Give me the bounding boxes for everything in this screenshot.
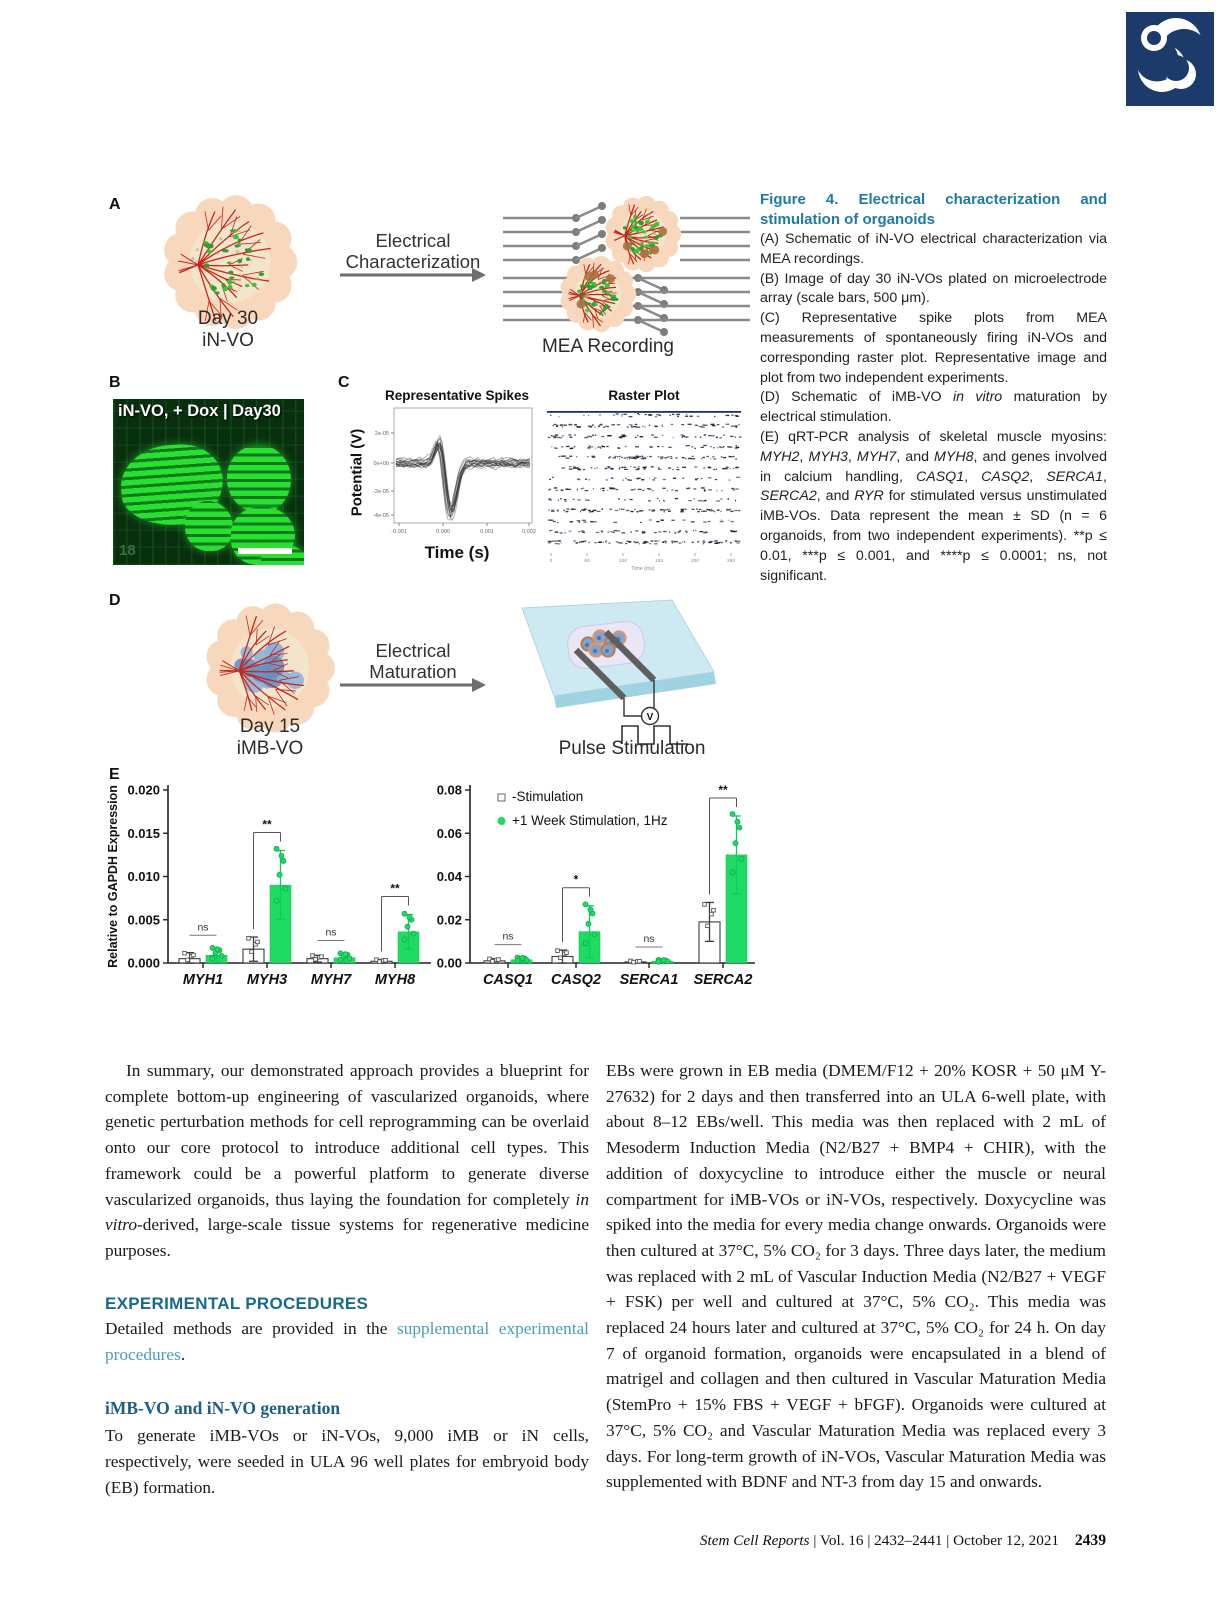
- svg-text:Time (ms): Time (ms): [631, 566, 655, 572]
- svg-text:*: *: [573, 872, 579, 887]
- svg-text:0.000: 0.000: [127, 955, 160, 971]
- svg-text:0.02: 0.02: [436, 912, 462, 928]
- svg-text:CASQ2: CASQ2: [551, 972, 601, 988]
- svg-text:SERCA1: SERCA1: [619, 972, 679, 988]
- section-heading-experimental-procedures: EXPERIMENTAL PROCEDURES: [105, 1293, 369, 1313]
- svg-text:Relative to GAPDH Expression: Relative to GAPDH Expression: [106, 785, 120, 968]
- figure-caption: [760, 190, 1107, 586]
- organoid-caption-day15: Day 15 iMB-VO: [236, 716, 304, 759]
- svg-text:200: 200: [690, 559, 700, 564]
- svg-text:0.005: 0.005: [127, 912, 160, 928]
- svg-text:**: **: [262, 817, 272, 832]
- svg-text:ns: ns: [197, 921, 209, 934]
- svg-text:-Stimulation: -Stimulation: [512, 789, 584, 804]
- svg-text:0.002: 0.002: [522, 529, 536, 535]
- svg-text:**: **: [390, 881, 400, 896]
- svg-text:ns: ns: [325, 926, 337, 939]
- pulse-stimulation-caption: Pulse Stimulation: [558, 738, 706, 759]
- footer-citation: | Vol. 16 | 2432–2441 | October 12, 2021: [809, 1532, 1060, 1549]
- mea-schematic: [498, 196, 753, 346]
- panel-label-a: A: [109, 196, 121, 213]
- spike-plot-title: Representative Spikes: [384, 388, 530, 403]
- journal-name: Stem Cell Reports: [699, 1532, 810, 1549]
- page-footer: [700, 1532, 1106, 1550]
- caption-paragraph: (E) qRT-PCR analysis of skeletal muscle myosins: MYH2, MYH3, MYH7, and MYH8, and genes involved in calcium handling, CASQ1, CASQ2, SERCA1, SERCA2, and RYR for stimulated versus unstimulated iMB-VOs. Data represent the mean ± SD (n = 6 organoids, from two independent experiments). **p ≤ 0.01, ***p ≤ 0.001, and ****p ≤ 0.0001; ns, not significant.: [760, 428, 1108, 584]
- svg-text:ns: ns: [643, 932, 655, 945]
- svg-text:MYH3: MYH3: [246, 972, 288, 988]
- svg-text:CASQ1: CASQ1: [483, 972, 533, 988]
- svg-text:SERCA2: SERCA2: [693, 972, 753, 988]
- svg-text:-0.001: -0.001: [391, 529, 407, 535]
- methods-availability-paragraph: Detailed methods are provided in the supplemental experimental procedures.: [105, 1319, 589, 1365]
- svg-text:+1 Week Stimulation, 1Hz: +1 Week Stimulation, 1Hz: [512, 813, 668, 828]
- raster-plot: [543, 403, 745, 575]
- svg-text:0.001: 0.001: [480, 529, 494, 535]
- bar-chart-myosins: [103, 778, 448, 1008]
- svg-text:MYH1: MYH1: [182, 972, 224, 988]
- figure-caption-title: Figure 4. Electrical characterization and stimulation of organoids: [760, 191, 1107, 228]
- arrow-label-characterization: Electrical Characterization: [345, 230, 481, 272]
- svg-text:0.06: 0.06: [436, 825, 462, 841]
- journal-logo: [1124, 10, 1216, 108]
- svg-text:150: 150: [654, 559, 664, 564]
- caption-paragraph: (C) Representative spike plots from MEA measurements of spontaneously firing iN-VOs and corresponding raster plot. Representative image and plot from two independent experiments.: [760, 310, 1107, 386]
- panel-label-e: E: [109, 766, 120, 783]
- svg-text:0.010: 0.010: [127, 869, 160, 884]
- svg-text:0.04: 0.04: [436, 869, 462, 884]
- subsection-heading-generation: iMB-VO and iN-VO generation: [105, 1397, 341, 1418]
- generation-paragraph: To generate iMB-VOs or iN-VOs, 9,000 iMB or iN cells, respectively, were seeded in ULA 96 well plates for embryoid body (EB) formation.: [105, 1426, 589, 1497]
- raster-plot-title: Raster Plot: [608, 388, 680, 403]
- caption-paragraph: (D) Schematic of iMB-VO in vitro maturation by electrical stimulation.: [760, 389, 1107, 426]
- svg-text:250: 250: [726, 559, 736, 564]
- body-right-column: [606, 1058, 1106, 1495]
- svg-text:100: 100: [618, 559, 628, 564]
- svg-text:-2e-05: -2e-05: [373, 489, 389, 495]
- mea-recording-caption: MEA Recording: [541, 336, 674, 357]
- representative-spikes-plot: [372, 403, 542, 548]
- svg-text:0.015: 0.015: [127, 825, 160, 841]
- bar-chart-calcium-handling: [423, 778, 773, 1008]
- image-condition-label: iN-VO, + Dox | Day30: [118, 402, 281, 420]
- panel-label-d: D: [109, 592, 121, 609]
- panel-label-b: B: [109, 374, 121, 391]
- body-left-column: [105, 1058, 589, 1501]
- organoid-blob: [227, 445, 291, 513]
- svg-text:0.000: 0.000: [436, 529, 450, 535]
- panel-label-c: C: [338, 374, 350, 391]
- methods-paragraph: EBs were grown in EB media (DMEM/F12 + 20% KOSR + 50 μM Y-27632) for 2 days and then transferred into an ULA 6-well plate, with about 8–12 EBs/well. This media was then replaced with 2 mL of Mesoderm Induction Media (N2/B27 + BMP4 + CHIR), with the addition of doxycycline to introduce either the muscle or neural compartment for iMB-VOs or iN-VOs, respectively. Doxycycline was spiked into the media for every media change onwards. Organoids were then cultured at 37°C, 5% CO₂ for 3 days. Three days later, the medium was replaced with 2 mL of Vascular Induction Media (N2/B27 + VEGF + FSK) per well and cultured at 37°C, 5% CO₂. This media was replaced 24 hours later and cultured at 37°C, 5% CO₂ for 24 h. On day 7 of organoid formation, organoids were encapsulated in a blend of matrigel and collagen and then cultured in Vascular Maturation Media (StemPro + 15% FBS + VEGF + bFGF). Organoids were cultured at 37°C, 5% CO₂ and Vascular Maturation Media was replaced every 3 days. For long-term growth of iN-VOs, Vascular Maturation Media was supplemented with BDNF and NT-3 from day 15 and onwards.: [606, 1061, 1106, 1492]
- spike-x-axis-title: Time (s): [424, 543, 490, 562]
- svg-text:0.020: 0.020: [127, 782, 160, 798]
- svg-text:**: **: [718, 782, 728, 797]
- svg-text:V: V: [646, 712, 654, 723]
- svg-text:MYH8: MYH8: [374, 972, 416, 988]
- organoid-blob: [185, 501, 233, 551]
- organoid-caption-day30: Day 30 iN-VO: [197, 308, 259, 351]
- scale-bar: [238, 548, 292, 554]
- arrow-right-icon: [338, 266, 488, 284]
- caption-paragraph: (A) Schematic of iN-VO electrical characterization via MEA recordings.: [760, 231, 1107, 267]
- svg-text:0.08: 0.08: [436, 782, 462, 798]
- microscopy-image: [113, 399, 304, 565]
- svg-text:0e+00: 0e+00: [373, 461, 389, 467]
- spike-y-axis-title: Potential (V): [348, 428, 366, 517]
- svg-text:-4e-05: -4e-05: [373, 513, 389, 519]
- svg-text:0.00: 0.00: [436, 955, 462, 971]
- svg-text:50: 50: [584, 559, 590, 564]
- svg-text:MYH7: MYH7: [310, 972, 352, 988]
- arrow-label-maturation: Electrical Maturation: [369, 640, 457, 682]
- supplemental-procedures-link[interactable]: supplemental experimental procedures: [105, 1319, 589, 1365]
- electrode-number-label: 18: [119, 542, 136, 559]
- svg-text:2e-05: 2e-05: [374, 431, 389, 437]
- page-number: 2439: [1074, 1532, 1106, 1549]
- caption-paragraph: (B) Image of day 30 iN-VOs plated on microelectrode array (scale bars, 500 μm).: [760, 270, 1107, 307]
- arrow-right-icon: [338, 676, 488, 694]
- svg-text:0: 0: [549, 559, 553, 564]
- summary-paragraph: In summary, our demonstrated approach provides a blueprint for complete bottom-up engineering of vascularized organoids, where genetic perturbation methods for cell reprogramming can be overlaid onto our core protocol to introduce additional cell types. This framework could be a powerful platform to generate diverse vascularized organoids, thus laying the foundation for completely in vitro-derived, large-scale tissue systems for regenerative medicine purposes.: [105, 1061, 589, 1260]
- svg-text:ns: ns: [502, 930, 514, 943]
